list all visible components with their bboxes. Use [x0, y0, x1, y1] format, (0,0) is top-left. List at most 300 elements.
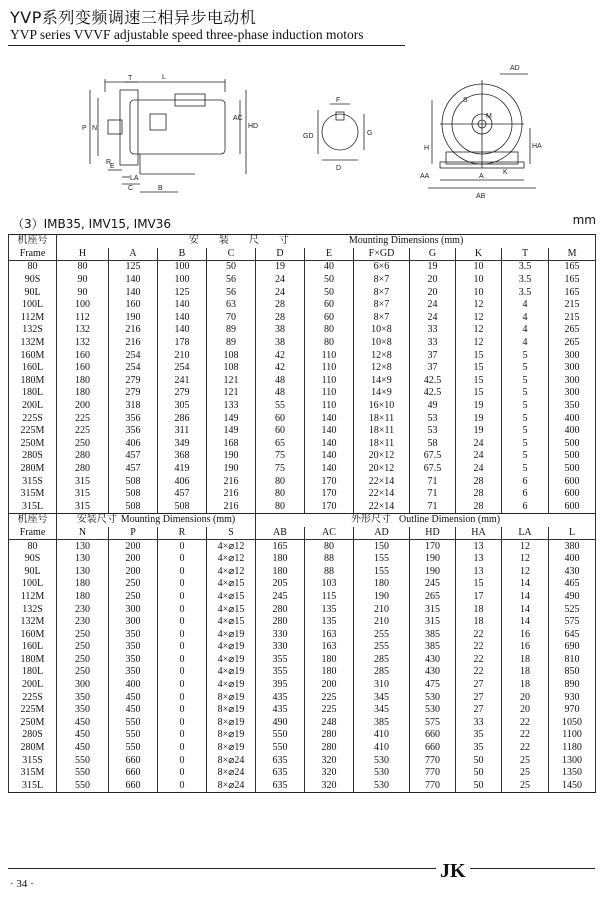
table-cell: 170: [305, 500, 354, 513]
page-title-cn: YVP系列变频调速三相异步电动机: [10, 8, 257, 27]
table-row: [9, 654, 596, 667]
table-cell: 280: [256, 616, 305, 629]
table-row: [9, 450, 596, 463]
frame-cell: 280M: [9, 742, 57, 755]
table-cell: 380: [549, 540, 596, 553]
table-cell: 165: [549, 261, 596, 274]
table-row: [9, 603, 596, 616]
table-cell: 75: [256, 463, 305, 476]
table-cell: 71: [410, 475, 456, 488]
table-row: [9, 463, 596, 476]
frame-cell: 280M: [9, 463, 57, 476]
table-row: [9, 616, 596, 629]
table-row: [9, 324, 596, 337]
table-cell: 10: [456, 274, 502, 287]
table-cell: 216: [207, 488, 256, 501]
column-header: D: [256, 248, 305, 261]
table-cell: 457: [158, 488, 207, 501]
column-header: K: [456, 248, 502, 261]
table-cell: 5: [502, 387, 549, 400]
table-cell: 63: [207, 299, 256, 312]
table-cell: 88: [305, 553, 354, 566]
table-cell: 1050: [549, 717, 596, 730]
table-cell: 0: [158, 553, 207, 566]
table-cell: 140: [158, 312, 207, 325]
table-cell: 163: [305, 641, 354, 654]
table-cell: 50: [207, 261, 256, 274]
table-cell: 14: [502, 578, 549, 591]
label-AC: AC: [233, 115, 243, 122]
table-cell: 5: [502, 450, 549, 463]
table-cell: 110: [305, 349, 354, 362]
table-cell: 80: [57, 261, 109, 274]
table-cell: 33: [456, 717, 502, 730]
table-cell: 200: [109, 565, 158, 578]
table-cell: 0: [158, 616, 207, 629]
table-cell: 37: [410, 362, 456, 375]
table-cell: 180: [57, 375, 109, 388]
table-cell: 24: [410, 299, 456, 312]
table-cell: 8×7: [354, 312, 410, 325]
table-cell: 110: [305, 400, 354, 413]
title-divider: [8, 45, 405, 46]
table-cell: 121: [207, 375, 256, 388]
table-cell: 4×⌀19: [207, 679, 256, 692]
table-cell: 170: [410, 540, 456, 553]
table-cell: 216: [109, 337, 158, 350]
mounting-header-en: Mounting Dimensions (mm): [348, 235, 464, 247]
table-row: [9, 565, 596, 578]
table-cell: 150: [354, 540, 410, 553]
table-cell: 315: [57, 500, 109, 513]
table-cell: 349: [158, 438, 207, 451]
table-row: [9, 312, 596, 325]
table-cell: 19: [410, 261, 456, 274]
label-LA: LA: [130, 175, 139, 182]
table-cell: 255: [354, 641, 410, 654]
table-cell: 8×⌀19: [207, 717, 256, 730]
table-cell: 305: [158, 400, 207, 413]
table-row: [9, 261, 596, 274]
table-cell: 27: [456, 704, 502, 717]
table-cell: 279: [109, 375, 158, 388]
table-cell: 280: [305, 729, 354, 742]
label-E: E: [110, 163, 115, 170]
table-cell: 10×8: [354, 337, 410, 350]
table-cell: 1180: [549, 742, 596, 755]
table-cell: 330: [256, 641, 305, 654]
table-cell: 55: [256, 400, 305, 413]
table-cell: 100: [158, 261, 207, 274]
table-cell: 13: [456, 565, 502, 578]
table-cell: 8×⌀24: [207, 754, 256, 767]
table-cell: 0: [158, 666, 207, 679]
table-cell: 13: [456, 553, 502, 566]
table-cell: 135: [305, 603, 354, 616]
footer-divider-right: [470, 868, 595, 869]
table-cell: 80: [256, 500, 305, 513]
table-cell: 20: [410, 274, 456, 287]
table-cell: 330: [256, 628, 305, 641]
label-B: B: [158, 185, 163, 192]
table-cell: 40: [305, 261, 354, 274]
table-cell: 311: [158, 425, 207, 438]
table-cell: 28: [456, 500, 502, 513]
frame-cell: 200L: [9, 400, 57, 413]
label-HD: HD: [248, 123, 259, 130]
table-cell: 110: [305, 362, 354, 375]
table-cell: 20: [502, 691, 549, 704]
frame-cell: 225S: [9, 412, 57, 425]
table-cell: 15: [456, 362, 502, 375]
table-row: [9, 299, 596, 312]
table-cell: 10: [456, 261, 502, 274]
table-cell: 140: [305, 425, 354, 438]
table-cell: 530: [410, 691, 456, 704]
table-cell: 3.5: [502, 286, 549, 299]
label-GD: GD: [303, 133, 314, 140]
table-cell: 140: [109, 274, 158, 287]
table-cell: 8×⌀19: [207, 729, 256, 742]
table-cell: 5: [502, 425, 549, 438]
table-cell: 350: [109, 641, 158, 654]
table-cell: 4×⌀19: [207, 654, 256, 667]
table-cell: 80: [305, 337, 354, 350]
table-cell: 75: [256, 450, 305, 463]
table-cell: 279: [109, 387, 158, 400]
table-cell: 22: [456, 654, 502, 667]
table-cell: 71: [410, 488, 456, 501]
table-cell: 149: [207, 412, 256, 425]
table-cell: 18×11: [354, 438, 410, 451]
table-cell: 635: [256, 767, 305, 780]
table-cell: 14×9: [354, 387, 410, 400]
column-header: P: [109, 527, 158, 540]
table-cell: 24: [456, 450, 502, 463]
table-cell: 280: [57, 463, 109, 476]
table-cell: 0: [158, 742, 207, 755]
frame-cell: 100L: [9, 299, 57, 312]
label-AA: AA: [420, 173, 430, 180]
table-cell: 310: [354, 679, 410, 692]
table-cell: 190: [410, 565, 456, 578]
table-cell: 33: [410, 337, 456, 350]
frame-cell: 280S: [9, 450, 57, 463]
frame-cell: 90S: [9, 274, 57, 287]
table-cell: 100: [57, 299, 109, 312]
table-cell: 140: [305, 438, 354, 451]
column-header: L: [549, 527, 596, 540]
table-row: [9, 387, 596, 400]
table-cell: 279: [158, 387, 207, 400]
table-cell: 395: [256, 679, 305, 692]
table-cell: 770: [410, 754, 456, 767]
table-cell: 250: [57, 641, 109, 654]
table-cell: 410: [354, 742, 410, 755]
table-cell: 265: [549, 337, 596, 350]
table-cell: 19: [256, 261, 305, 274]
frame-cell: 180M: [9, 654, 57, 667]
column-header: F×GD: [354, 248, 410, 261]
frame-cell: 90L: [9, 286, 57, 299]
table-cell: 14×9: [354, 375, 410, 388]
table-cell: 12×8: [354, 362, 410, 375]
table-cell: 490: [549, 591, 596, 604]
column-header: HD: [410, 527, 456, 540]
table-cell: 14: [502, 616, 549, 629]
table-cell: 430: [410, 666, 456, 679]
table-cell: 250: [109, 578, 158, 591]
table-cell: 770: [410, 767, 456, 780]
column-header: C: [207, 248, 256, 261]
table-cell: 4: [502, 299, 549, 312]
table-cell: 108: [207, 362, 256, 375]
column-header: AD: [354, 527, 410, 540]
table-cell: 210: [354, 616, 410, 629]
table-cell: 12: [502, 540, 549, 553]
table-cell: 0: [158, 591, 207, 604]
table-cell: 550: [109, 742, 158, 755]
table-cell: 125: [158, 286, 207, 299]
table-cell: 140: [305, 450, 354, 463]
table-cell: 450: [57, 717, 109, 730]
table-row: [9, 540, 596, 553]
table-header-row: [9, 514, 596, 527]
table-cell: 350: [109, 666, 158, 679]
table-row: [9, 742, 596, 755]
table-cell: 210: [158, 349, 207, 362]
table-cell: 525: [549, 603, 596, 616]
table-cell: 285: [354, 654, 410, 667]
table-cell: 550: [256, 729, 305, 742]
table-cell: 180: [305, 666, 354, 679]
table-row: [9, 729, 596, 742]
table-cell: 300: [549, 375, 596, 388]
table-cell: 56: [207, 286, 256, 299]
table-cell: 140: [305, 463, 354, 476]
table-cell: 28: [256, 312, 305, 325]
table-cell: 165: [256, 540, 305, 553]
table-cell: 4×⌀15: [207, 616, 256, 629]
table-cell: 14: [502, 591, 549, 604]
table-cell: 27: [456, 679, 502, 692]
table-cell: 20: [502, 704, 549, 717]
table-cell: 850: [549, 666, 596, 679]
frame-header-cn: 机座号: [9, 235, 57, 248]
table-cell: 80: [256, 475, 305, 488]
table-cell: 15: [456, 375, 502, 388]
frame-cell: 112M: [9, 591, 57, 604]
table-cell: 67.5: [410, 450, 456, 463]
table-cell: 450: [57, 729, 109, 742]
column-header: AC: [305, 527, 354, 540]
table-cell: 90: [57, 274, 109, 287]
table-cell: 430: [410, 654, 456, 667]
table-cell: 355: [256, 654, 305, 667]
table-row: [9, 628, 596, 641]
table-cell: 1450: [549, 780, 596, 793]
table-cell: 19: [456, 412, 502, 425]
table-cell: 600: [549, 488, 596, 501]
table-cell: 180: [57, 578, 109, 591]
table-cell: 3.5: [502, 261, 549, 274]
table-cell: 12: [456, 312, 502, 325]
table-cell: 48: [256, 375, 305, 388]
table-cell: 22×14: [354, 500, 410, 513]
table-cell: 660: [109, 767, 158, 780]
label-L: L: [162, 74, 166, 81]
table-cell: 530: [410, 704, 456, 717]
table-cell: 350: [549, 400, 596, 413]
table-row: [9, 641, 596, 654]
frame-cell: 132M: [9, 337, 57, 350]
table-cell: 5: [502, 349, 549, 362]
table-cell: 350: [109, 628, 158, 641]
table-cell: 8×⌀24: [207, 780, 256, 793]
table-cell: 160: [109, 299, 158, 312]
table-cell: 205: [256, 578, 305, 591]
table-cell: 60: [305, 299, 354, 312]
dimensions-table: [8, 234, 596, 793]
table-cell: 12: [456, 337, 502, 350]
table-cell: 265: [410, 591, 456, 604]
table-cell: 60: [305, 312, 354, 325]
table-cell: 300: [109, 616, 158, 629]
side-view-drawing: [90, 79, 246, 192]
table-cell: 24: [256, 286, 305, 299]
table-cell: 15: [456, 349, 502, 362]
table-row: [9, 666, 596, 679]
table-cell: 225: [57, 425, 109, 438]
table-row: [9, 274, 596, 287]
frame-cell: 315L: [9, 500, 57, 513]
table-cell: 508: [109, 475, 158, 488]
frame-cell: 160M: [9, 628, 57, 641]
table-cell: 132: [57, 337, 109, 350]
table-cell: 24: [456, 438, 502, 451]
label-H: H: [424, 145, 430, 152]
table-cell: 50: [305, 286, 354, 299]
label-AB: AB: [476, 193, 486, 200]
frame-cell: 315S: [9, 754, 57, 767]
label-F: F: [336, 97, 341, 104]
table-cell: 216: [207, 500, 256, 513]
column-header: H: [57, 248, 109, 261]
table-row: [9, 754, 596, 767]
table-cell: 250: [109, 591, 158, 604]
table-cell: 100: [158, 274, 207, 287]
column-header: S: [207, 527, 256, 540]
table-cell: 50: [305, 274, 354, 287]
table-cell: 24: [456, 463, 502, 476]
column-header: A: [109, 248, 158, 261]
table-cell: 133: [207, 400, 256, 413]
frame-cell: 160M: [9, 349, 57, 362]
frame-cell: 225M: [9, 704, 57, 717]
column-header: M: [549, 248, 596, 261]
table-cell: 890: [549, 679, 596, 692]
label-AD: AD: [510, 65, 520, 72]
table-cell: 490: [256, 717, 305, 730]
table-cell: 475: [410, 679, 456, 692]
label-R: R: [106, 159, 112, 166]
table-row: [9, 553, 596, 566]
table-cell: 12: [456, 299, 502, 312]
table-cell: 254: [109, 362, 158, 375]
table-cell: 16: [502, 641, 549, 654]
outline-header-cn: 外形尺寸: [351, 514, 391, 526]
table-cell: 419: [158, 463, 207, 476]
table-cell: 550: [109, 717, 158, 730]
table-cell: 5: [502, 438, 549, 451]
table-cell: 430: [549, 565, 596, 578]
table-cell: 250: [57, 666, 109, 679]
table-cell: 28: [256, 299, 305, 312]
table-cell: 12: [502, 553, 549, 566]
table-cell: 465: [549, 578, 596, 591]
table-cell: 215: [549, 312, 596, 325]
table-cell: 149: [207, 425, 256, 438]
table-cell: 530: [354, 780, 410, 793]
table-cell: 280: [256, 603, 305, 616]
table-header-row: [9, 235, 596, 248]
table-cell: 255: [354, 628, 410, 641]
table-cell: 0: [158, 540, 207, 553]
table-cell: 4: [502, 337, 549, 350]
table-row: [9, 400, 596, 413]
table-cell: 22: [456, 628, 502, 641]
table-cell: 385: [410, 628, 456, 641]
table-cell: 355: [256, 666, 305, 679]
table-cell: 160: [57, 362, 109, 375]
column-header: G: [410, 248, 456, 261]
table-cell: 38: [256, 324, 305, 337]
table-cell: 320: [305, 780, 354, 793]
table-cell: 930: [549, 691, 596, 704]
table-cell: 12×8: [354, 349, 410, 362]
table-cell: 8×7: [354, 286, 410, 299]
table-cell: 225: [305, 691, 354, 704]
table-row: [9, 578, 596, 591]
table-cell: 320: [305, 767, 354, 780]
table-cell: 0: [158, 780, 207, 793]
table-cell: 22: [502, 717, 549, 730]
front-view-drawing: [428, 74, 536, 188]
table-cell: 6×6: [354, 261, 410, 274]
page-number: · 34 ·: [10, 878, 34, 890]
table-cell: 190: [354, 591, 410, 604]
table-row: [9, 425, 596, 438]
table-cell: 12: [456, 324, 502, 337]
frame-cell: 315M: [9, 488, 57, 501]
table-cell: 50: [456, 754, 502, 767]
table-cell: 20×12: [354, 450, 410, 463]
table-cell: 18: [456, 616, 502, 629]
label-M: M: [486, 113, 492, 120]
frame-cell: 132S: [9, 603, 57, 616]
table-cell: 4×⌀19: [207, 641, 256, 654]
table-cell: 178: [158, 337, 207, 350]
frame-cell: 80: [9, 261, 57, 274]
table-cell: 22: [456, 666, 502, 679]
frame-cell: 315L: [9, 780, 57, 793]
table-cell: 0: [158, 565, 207, 578]
column-header: B: [158, 248, 207, 261]
column-header: T: [502, 248, 549, 261]
frame-cell: 225S: [9, 691, 57, 704]
column-header: N: [57, 527, 109, 540]
outline-header-en: Outline Dimension (mm): [399, 514, 501, 526]
